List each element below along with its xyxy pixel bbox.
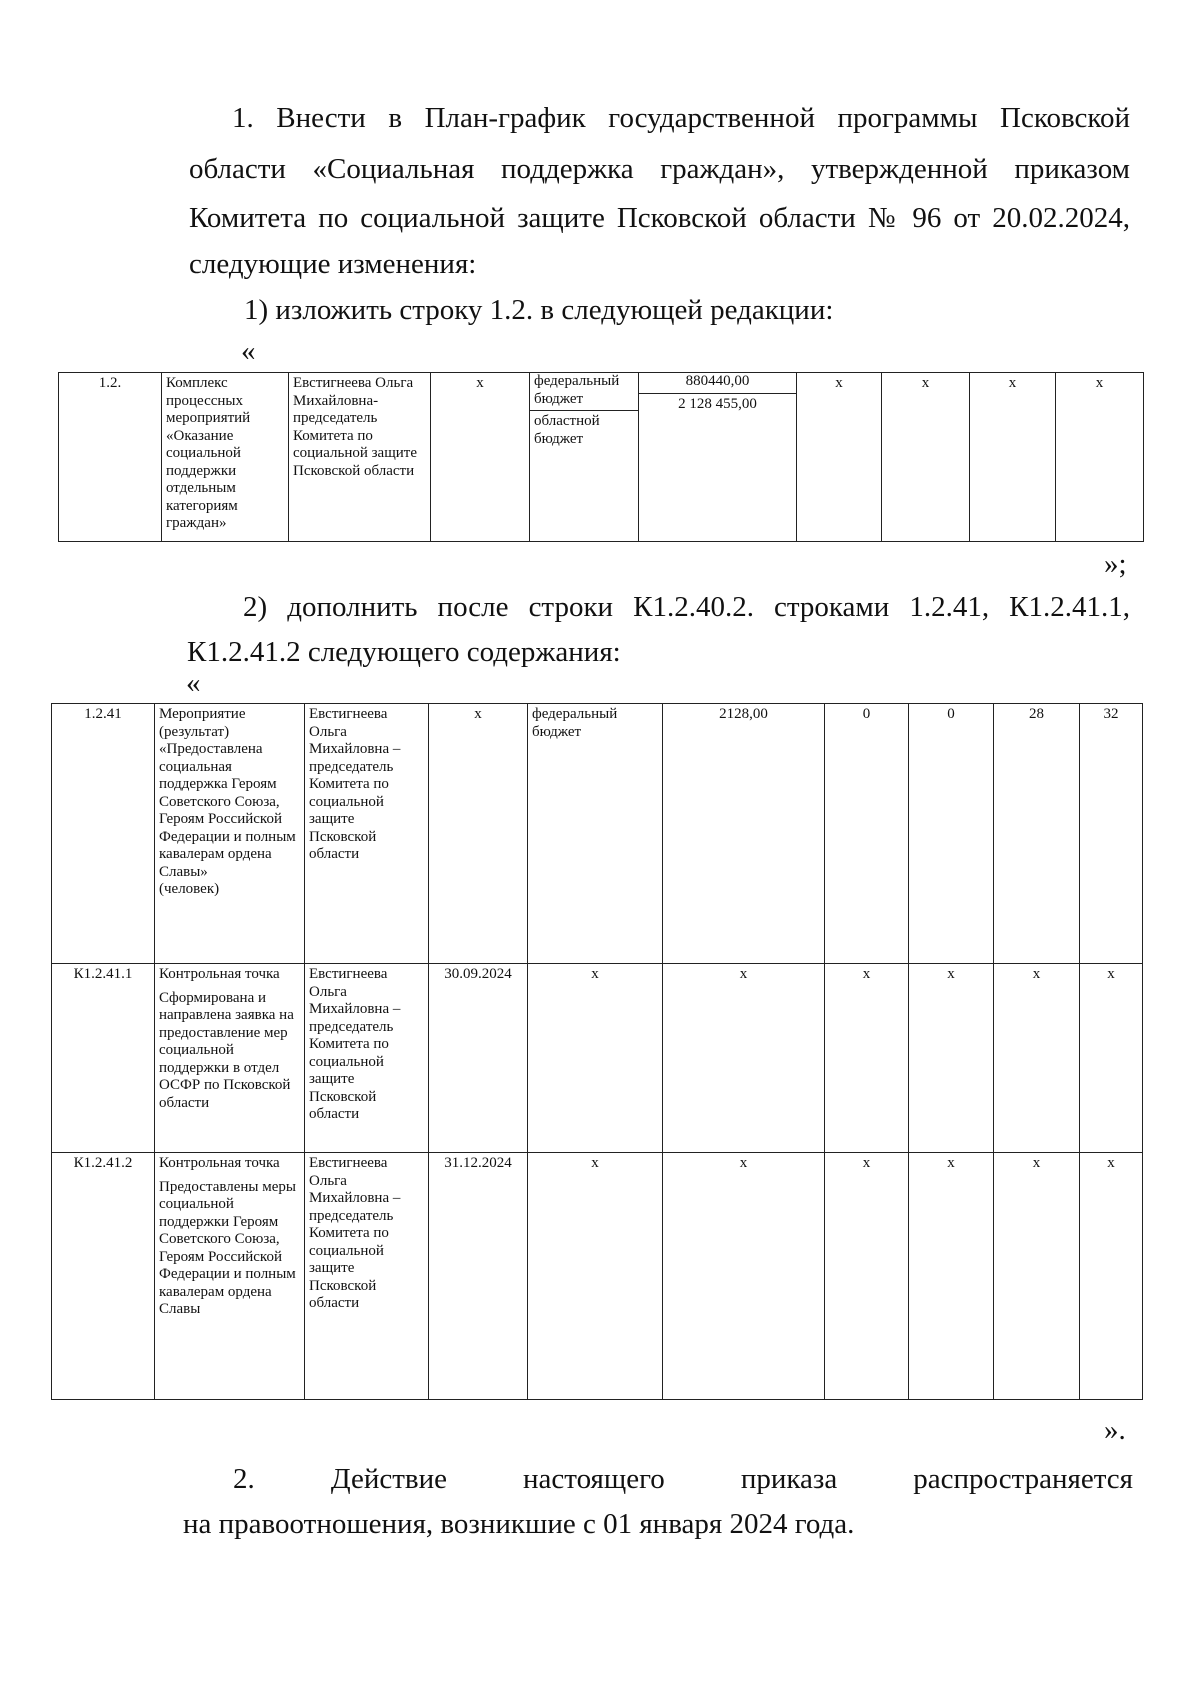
row-value-3: x [970,373,1056,542]
row-amount: x [663,964,825,1153]
row-date: x [431,373,530,542]
paragraph-2-line-2: на правоотношения, возникшие с 01 января 2024 года. [183,1508,855,1540]
row-value-3: 28 [994,704,1080,964]
row-name: Комплекс процессных мероприятий «Оказание социальной поддержки отдельным категориям граждан» [162,373,289,542]
table-row [52,964,1143,1153]
row-value-2: x [882,373,970,542]
close-quote-1: »; [1104,548,1127,580]
funding-source-regional: областной бюджет [534,413,600,447]
row-amount: 2128,00 [663,704,825,964]
item-2-line-1: 2) дополнить после строки К1.2.40.2. строками 1.2.41, К1.2.41.1, [243,591,1130,623]
row-value-3: x [994,964,1080,1153]
row-name-title: Мероприятие (результат) «Предоставлена социальная поддержка Героям Советского Союза, Героям Российской Федерации и полным кавалерам ордена Славы» [159,706,296,880]
close-quote-2: ». [1104,1414,1126,1446]
open-quote-1: « [241,335,256,367]
row-responsible: Евстигнеева Ольга Михайловна – председатель Комитета по социальной защите Псковской области [305,964,429,1153]
paragraph-1-line-1: 1. Внести в План-график государственной программы Псковской [232,102,1130,134]
row-value-1: x [797,373,882,542]
row-date: 31.12.2024 [429,1153,528,1400]
row-funding-source: федеральный бюджет [528,704,663,964]
row-responsible: Евстигнеева Ольга Михайловна – председатель Комитета по социальной защите Псковской области [305,704,429,964]
paragraph-1-line-3: Комитета по социальной защите Псковской области № 96 от 20.02.2024, [189,202,1130,234]
row-number: 1.2.41 [52,704,155,964]
row-number: К1.2.41.2 [52,1153,155,1400]
paragraph-2-line-1: 2. Действие настоящего приказа распространяется [233,1463,1133,1495]
table-new-rows [51,703,1143,1400]
row-amount: x [663,1153,825,1400]
item-1-text: 1) изложить строку 1.2. в следующей редакции: [244,294,834,326]
row-funding-source: x [528,1153,663,1400]
row-date: x [429,704,528,964]
table-row [52,1153,1143,1400]
row-value-4: x [1080,964,1143,1153]
row-name-title: Контрольная точка [159,966,280,982]
funding-source-federal: федеральный бюджет [530,373,638,411]
row-name [155,964,305,1153]
row-value-4: 32 [1080,704,1143,964]
row-name [155,1153,305,1400]
row-value-4: x [1080,1153,1143,1400]
row-number: 1.2. [59,373,162,542]
table-row [52,704,1143,964]
paragraph-1-line-4: следующие изменения: [189,248,477,280]
amount-regional: 2 128 455,00 [678,395,757,412]
amount-federal: 880440,00 [639,373,796,394]
row-name-title: Контрольная точка [159,1155,280,1171]
paragraph-1-line-2: области «Социальная поддержка граждан», утвержденной приказом [189,153,1130,185]
row-funding-sources [530,373,639,542]
row-value-4: x [1056,373,1144,542]
row-value-1: 0 [825,704,909,964]
item-2-line-2: К1.2.41.2 следующего содержания: [187,636,621,668]
row-amounts [639,373,797,542]
row-name-detail: Предоставлены меры социальной поддержки Героям Советского Союза, Героям Российской Федерации и полным кавалерам ордена Славы [159,1178,296,1317]
row-funding-source: x [528,964,663,1153]
row-value-3: x [994,1153,1080,1400]
row-name [155,704,305,964]
row-number: К1.2.41.1 [52,964,155,1153]
table-row-1-2 [58,372,1144,542]
open-quote-2: « [186,667,201,699]
row-responsible: Евстигнеева Ольга Михайловна- председатель Комитета по социальной защите Псковской области [289,373,431,542]
row-date: 30.09.2024 [429,964,528,1153]
row-value-1: x [825,1153,909,1400]
row-name-unit: (человек) [159,881,220,897]
row-value-2: x [909,964,994,1153]
row-name-detail: Сформирована и направлена заявка на предоставление мер социальной поддержки в отдел ОСФР по Псковской области [159,989,294,1111]
row-value-1: x [825,964,909,1153]
row-responsible: Евстигнеева Ольга Михайловна – председатель Комитета по социальной защите Псковской области [305,1153,429,1400]
table-row [59,373,1144,542]
row-value-2: 0 [909,704,994,964]
row-value-2: x [909,1153,994,1400]
